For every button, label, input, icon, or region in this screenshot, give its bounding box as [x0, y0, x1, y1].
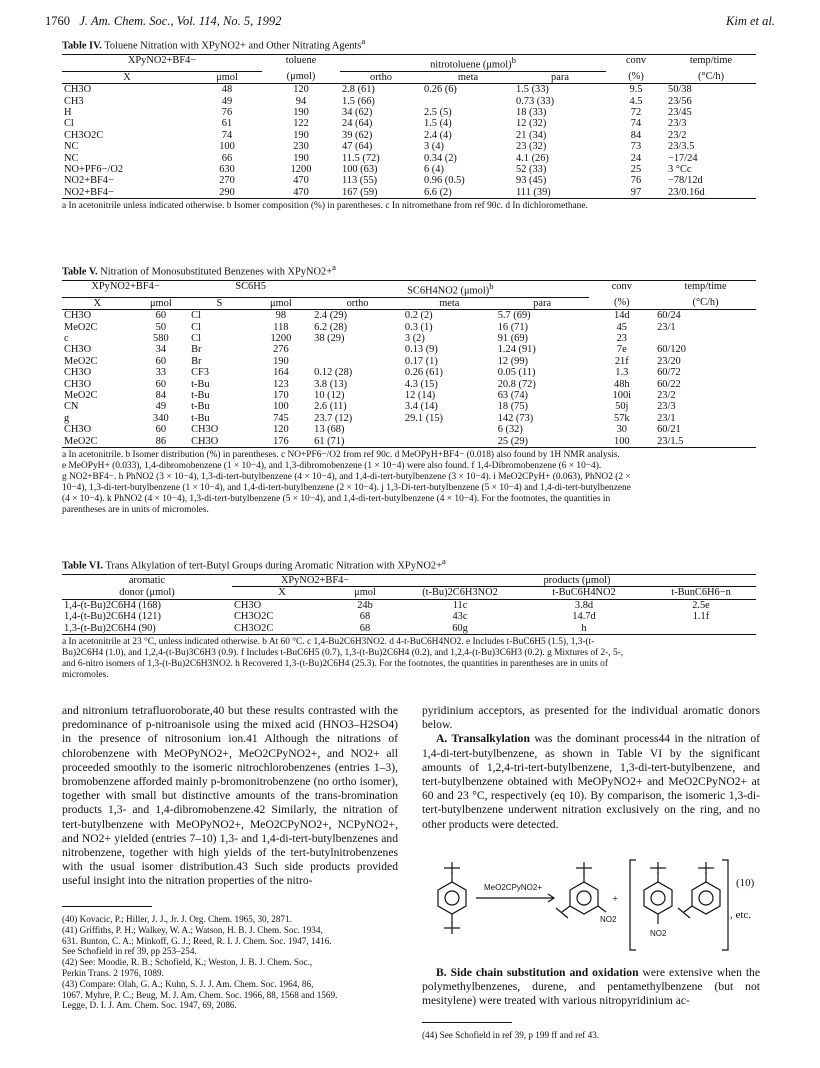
- table-cell: 7e: [616, 344, 627, 356]
- table-cell: 1.5 (33): [516, 84, 549, 96]
- table-cell: 97: [606, 187, 666, 199]
- table-cell: 0.73 (33): [516, 95, 555, 107]
- table-cell: 290: [192, 187, 262, 199]
- table-cell: −78/12d: [668, 175, 703, 187]
- table-cell: CF3: [191, 367, 209, 379]
- table-cell: 3 (4): [424, 141, 444, 153]
- col-temp: temp/time: [666, 54, 756, 71]
- table-cell: 13 (68): [314, 424, 345, 436]
- table-row: [62, 153, 756, 164]
- col-x: X: [62, 71, 192, 83]
- table-cell: 74: [630, 118, 642, 130]
- col-meta: meta: [422, 71, 514, 83]
- table-cell: H: [64, 106, 72, 118]
- table-cell: 270: [219, 175, 235, 187]
- table-cell: MeO2C: [64, 390, 98, 401]
- table-cell: 340: [153, 412, 169, 424]
- table-cell: [312, 344, 403, 355]
- benzene-ring-bracket-2: [692, 882, 720, 914]
- table-cell: CH3O: [234, 599, 262, 611]
- col-substrate: SC6H5: [189, 280, 312, 297]
- table-cell: 23/56: [668, 95, 692, 107]
- table-row: [62, 379, 756, 390]
- table-cell: NO+PF6−/O2: [64, 164, 124, 175]
- table-cell: 3 °Cc: [668, 164, 692, 175]
- table-cell: 1.5 (66): [342, 95, 375, 107]
- table-row: [62, 367, 756, 378]
- col-conv: conv: [589, 280, 656, 297]
- table-cell: 21 (34): [516, 129, 547, 141]
- table-cell: 93 (45): [516, 175, 547, 187]
- table-cell: 230: [293, 141, 309, 153]
- table-cell: CH3: [64, 95, 84, 107]
- table-cell: CH3O: [64, 424, 92, 436]
- table-cell: 2.4 (4): [424, 129, 452, 141]
- table-cell: 170: [273, 390, 289, 401]
- table-cell: 276: [273, 344, 289, 356]
- table-cell: 2.4 (29): [314, 310, 348, 322]
- table-cell: CH3O: [64, 344, 92, 356]
- table-cell: 60/21: [657, 424, 681, 436]
- table-cell: NO2+BF4−: [62, 187, 192, 199]
- table-cell: [646, 623, 756, 635]
- table-cell: 123: [273, 378, 289, 390]
- left-column: [62, 704, 398, 889]
- table-cell: 4.3 (15): [404, 378, 438, 390]
- table-cell: 60: [155, 424, 167, 436]
- table-cell: 34: [155, 344, 167, 356]
- table-row: [62, 96, 756, 107]
- table-cell: CH3O: [189, 436, 250, 448]
- references: (40) Kovacic, P.; Hiller, J. J., Jr. J. Org. Chem. 1965, 30, 2871. (41) Griffiths, P. H.; Walkey, W. A.; Watson, H. B. J. Chem. Soc. 1934, 631. Bunton, C. A.; Minkoff, G. J.; Reed, R. I. J. Chem. Soc. 1947, 1416. See Schofield in ref 39, pp 253–254. (42) See: Moodie, R. B.; Schofield, K.; Weston, J. B. J. Chem. Soc., Perkin Trans. 2 1976, 1089. (43) Compare: Olah, G. A.; Kuhn, S. J. J. Am. Chem. Soc. 1964, 86, 1067. Myhre, P. C.; Beug, M. J. Am. Chem. Soc. 1966, 88, 1568 and 1569. Legge, D. I. J. Am. Chem. Soc. 1947, 69, 2086.: [62, 914, 338, 1011]
- table-row: [62, 130, 756, 141]
- table-cell: Cl: [191, 310, 201, 322]
- table-cell: NO2+BF4−: [64, 175, 114, 187]
- table-v-grid: XPyNO2+BF4− SC6H5 SC6H4NO2 $(\mu mol)^b$ conv temp/time X μmol S μmol ortho meta para (%) (°C/h) CH3O 60 Cl 98 2.4 (29) 0.2 (2) 5.7 (69) 14d 60/24 MeO2C 50 Cl 118 6.2 (28) 0.3 (1) 16 (71) 45 23/1 c 580 Cl 1200 38 (29) 3 (2) 91 (69) 23 CH3O 34 Br 276 0.13 (9) 1.24 (91) 7e 60/120 MeO2C 60 Br 190 0.17 (1) 12 (99) 21f 23/20 CH3O 33 CF3 164 0.12 (28) 0.26 (61) 0.05 (11) 1.3 60/72 CH3O 60 t-Bu 123 3.8 (13) 4.3 (15) 20.8 (72) 48h 60/22 MeO2C 84 t-Bu 170 10 (12) 12 (14) 63 (74) 100i 23/2 CN 49 t-Bu 100 2.6 (11) 3.4 (14) 18 (75) 50j 23/3 g 340 t-Bu 745 23.7 (12) 29.1 (15) 142 (73) 57k 23/1 CH3O 60 CH3O 120 13 (68) 6 (32) 30 60/21 MeO2C 86 CH3O 176 61 (71) 25 (29) 100 23/1.5: [62, 280, 756, 448]
- table-cell: 94: [295, 95, 307, 107]
- table-cell: 23/3: [657, 401, 676, 413]
- table-cell: 49: [221, 95, 233, 107]
- table-row: [62, 390, 756, 401]
- table-cell: 24 (64): [342, 118, 373, 130]
- table-cell: 0.12 (28): [314, 367, 353, 379]
- table-cell: 1.24 (91): [497, 344, 536, 356]
- table-cell: 60/22: [657, 378, 681, 390]
- table-cell: 470: [293, 175, 309, 187]
- table-row: [62, 118, 756, 129]
- table-v-caption: Table V. Nitration of Monosubstituted Benzenes with XPyNO2+$^a$: [62, 262, 336, 278]
- table-cell: 100: [589, 436, 656, 448]
- table-row: [62, 599, 756, 611]
- table-cell: 29.1 (15): [404, 412, 444, 424]
- table-cell: 60/72: [657, 367, 681, 379]
- table-cell: 23/1: [657, 412, 676, 424]
- table-row: [62, 333, 756, 344]
- table-iv-caption: Table IV. Toluene Nitration with XPyNO2+ and Other Nitrating Agents$^a$: [62, 36, 366, 52]
- table-cell: 72: [630, 106, 642, 118]
- table-row: [62, 611, 756, 622]
- table-cell: 5.7 (69): [497, 310, 531, 322]
- table-cell: 14.7d: [572, 611, 596, 623]
- table-cell: 23/45: [668, 106, 692, 118]
- table-cell: 580: [153, 332, 169, 344]
- table-cell: CH3O: [64, 84, 92, 96]
- table-cell: t-Bu: [191, 390, 210, 401]
- table-cell: t-Bu: [191, 412, 210, 424]
- table-cell: 76: [221, 106, 233, 118]
- table-cell: g: [64, 412, 70, 424]
- table-cell: [403, 424, 496, 435]
- header-left: [45, 14, 281, 29]
- journal-citation: J. Am. Chem. Soc., Vol. 114, No. 5, 1992: [79, 14, 282, 28]
- table-vi-caption: Table VI. Trans Alkylation of tert-Butyl Groups during Aromatic Nitration with XPyNO2+$^a$: [62, 556, 446, 572]
- table-cell: 6.6 (2): [422, 187, 514, 199]
- table-row: [62, 436, 756, 448]
- table-cell: 48h: [614, 378, 630, 390]
- table-cell: 10 (12): [314, 390, 345, 401]
- table-cell: 23/20: [657, 355, 681, 367]
- table-cell: 98: [275, 310, 287, 322]
- table-cell: 74: [221, 129, 233, 141]
- table-cell: 6 (4): [424, 164, 444, 175]
- table-cell: −17/24: [668, 152, 698, 164]
- table-cell: CH3O: [64, 378, 92, 390]
- table-cell: 1,4-(t-Bu)2C6H4 (121): [64, 611, 161, 623]
- table-cell: 9.5: [629, 84, 643, 96]
- table-cell: CH3O2C: [234, 611, 274, 623]
- table-iv: [62, 36, 756, 212]
- table-cell: 2.5e: [692, 599, 710, 611]
- table-cell: 84: [155, 390, 167, 401]
- table-v-footnotes: a In acetonitrile. b Isomer distribution (%) in parentheses. c NO+PF6−/O2 from ref 90c. d MeOPyH+BF4− (0.018) also found by 1H NMR analysis. e MeOPyH+ (0.033), 1,4-dibromobenzene (1 × 10−4), and 1,3-dibromobenzene (1 × 10−4) were also found. f 1,4-Dibromobenzene (6 × 10−4). g NO2+BF4−. h PhNO2 (3 × 10−4), 1,3-di-tert-butylbenzene (4 × 10−4), and 1,4-di-tert-butylbenzene (3 × 10−4). i MeO2CPyH+ (0.063), PhNO2 (2 × 10−4), 1,3-di-tert-butylbenzene (1 × 10−4), and 1,4-di-tert-butylbenzene (2 × 10−4). j 1,3-Di-tert-butylbenzene (5 × 10−4) and 1,4-di-tert-butylbenzene (4 × 10−4). k PhNO2 (4 × 10−4), 1,3-di-tert-butylbenzene (5 × 10−4), and 1,4-di-tert-butylbenzene (4 × 10−4). For the footnotes, the quantities in parentheses are in units of micromoles.: [62, 450, 631, 516]
- table-cell: 176: [250, 436, 313, 448]
- table-cell: 25 (29): [496, 436, 589, 448]
- table-cell: 6 (32): [497, 424, 523, 436]
- table-cell: 1200: [290, 164, 312, 175]
- table-cell: 11.5 (72): [342, 152, 380, 164]
- table-cell: 60: [155, 310, 167, 322]
- col-ortho: ortho: [340, 71, 422, 83]
- col-toluene: toluene: [262, 54, 340, 71]
- table-cell: 23/1.5: [655, 436, 756, 448]
- table-cell: 18 (75): [497, 401, 529, 413]
- scheme-no2-a: NO2: [600, 915, 617, 924]
- table-vi: [62, 556, 756, 681]
- table-cell: 120: [293, 84, 309, 96]
- table-cell: 11c: [452, 599, 468, 611]
- table-cell: 12 (99): [497, 355, 529, 367]
- footnote-rule: [62, 906, 152, 907]
- table-cell: 3.4 (14): [404, 401, 438, 413]
- table-cell: 23.7 (12): [314, 412, 353, 424]
- table-cell: 118: [273, 321, 289, 333]
- table-cell: CH3O2C: [232, 623, 332, 635]
- table-cell: 63 (74): [497, 390, 529, 401]
- table-cell: 100i: [612, 390, 632, 401]
- table-cell: 12 (14): [404, 390, 436, 401]
- table-cell: 0.17 (1): [404, 355, 438, 367]
- table-cell: 3.8d: [574, 599, 594, 611]
- table-cell: 120: [273, 424, 289, 436]
- table-cell: CH3O: [191, 424, 219, 436]
- table-cell: 1,3-(t-Bu)2C6H4 (90): [62, 623, 232, 635]
- table-cell: 23/3: [668, 118, 687, 130]
- table-cell: 0.96 (0.5): [424, 175, 465, 187]
- table-cell: 2.8 (61): [342, 84, 375, 96]
- table-cell: 100: [219, 141, 235, 153]
- col-reagent: XPyNO2+BF4−: [62, 280, 189, 297]
- section-a: A. Transalkylation was the dominant process44 in the nitration of 1,4-di-tert-butylbenzene, as shown in Table VI by the significant amounts of 1,2,4-tri-tert-butylbenzene, 1,3-di-tert-butylbenzene, and tert-butylbenzene obtained with MeOPyNO2+ and MeO2CPyNO2+ at 60 and 23 °C, respectively (eq 10). By comparison, the isomeric 1,3-di-tert-butylbenzene underwent nitration exclusively on the ring, and no other products were detected.: [422, 732, 760, 831]
- table-cell: 84: [630, 129, 642, 141]
- table-cell: 57k: [614, 412, 630, 424]
- table-cell: 0.3 (1): [404, 321, 433, 333]
- table-row: [62, 401, 756, 412]
- table-cell: CN: [64, 401, 79, 413]
- table-cell: 4.1 (26): [516, 152, 549, 164]
- table-cell: 1200: [270, 332, 292, 344]
- table-cell: 73: [630, 141, 642, 153]
- table-cell: 21f: [614, 355, 629, 367]
- table-cell: 190: [273, 355, 289, 367]
- benzene-ring-reactant: [438, 882, 466, 914]
- body-paragraph: and nitronium tetrafluoroborate,40 but these results contrasted with the predominance of p-nitroanisole using the mixed acid (HNO3–H2SO4) in the presence of nitrosonium ion.41 Although the nitrations of chlorobenzene with MeOPyNO2+, MeO2CPyNO2+, and NO2+ all proceeded smoothly to the isomeric nitrochlorobenzenes (entries 1–3), bromobenzene afforded mainly p-bromonitrobenzene (no ortho isomer), together with small but distinctive amounts of the trans-bromination products 1,3- and 1,4-dibromobenzene.42 Similarly, the nitration of tert-butylbenzene with MeOPyNO2+, MeO2CPyNO2+, NCPyNO2+, and NO2+ yielded (entries 7–10) 1,3- and 1,4-di-tert-butylbenzenes and nitrobenzene, together with high yields of the tert-butylnitrobenzenes with the usual isomer distribution.43 Such side products provided useful insight into the nitration properties of the nitro-: [62, 704, 398, 888]
- table-row: [62, 187, 756, 199]
- scheme-etc: , etc.: [730, 909, 752, 921]
- table-row: [62, 623, 756, 635]
- table-cell: 60/24: [657, 310, 681, 322]
- col-para: para: [514, 71, 606, 83]
- table-row: [62, 310, 756, 322]
- table-cell: 60: [155, 378, 167, 390]
- table-row: [62, 344, 756, 355]
- table-cell: 68: [359, 611, 371, 623]
- table-cell: 1.5 (4): [424, 118, 452, 130]
- table-cell: [312, 356, 403, 367]
- reaction-scheme-eq10: [422, 846, 762, 958]
- table-cell: CH3O: [64, 310, 92, 322]
- col-reagent: XPyNO2+BF4−: [62, 54, 262, 71]
- table-cell: 23 (32): [516, 141, 547, 153]
- table-cell: 66: [221, 152, 233, 164]
- table-cell: 52 (33): [516, 164, 547, 175]
- table-cell: [422, 96, 514, 107]
- table-cell: 76: [630, 175, 642, 187]
- table-cell: NC: [64, 152, 79, 164]
- table-cell: 3.8 (13): [314, 378, 348, 390]
- table-cell: MeO2C: [64, 355, 98, 367]
- table-cell: 16 (71): [497, 321, 529, 333]
- table-cell: 0.13 (9): [404, 344, 438, 356]
- table-cell: 23/2: [657, 390, 676, 401]
- table-cell: 23/3.5: [668, 141, 695, 153]
- table-cell: 142 (73): [497, 412, 534, 424]
- table-cell: Cl: [191, 321, 201, 333]
- table-cell: 113 (55): [342, 175, 378, 187]
- table-cell: 20.8 (72): [497, 378, 536, 390]
- table-cell: 50/38: [668, 84, 692, 96]
- table-cell: 34 (62): [342, 106, 373, 118]
- table-cell: 0.2 (2): [404, 310, 433, 322]
- table-cell: 122: [293, 118, 309, 130]
- table-cell: 23/2: [668, 129, 687, 141]
- table-cell: 39 (62): [342, 129, 373, 141]
- table-cell: 47 (64): [342, 141, 373, 153]
- benzene-ring-product: [570, 882, 598, 914]
- table-iv-footnote: a In acetonitrile unless indicated otherwise. b Isomer composition (%) in parentheses. c In nitromethane from ref 90c. d In dichloromethane.: [62, 201, 588, 212]
- table-row: [62, 322, 756, 333]
- table-cell: 0.05 (11): [497, 367, 536, 379]
- footnote-rule-right: [422, 1022, 512, 1023]
- table-cell: 18 (33): [516, 106, 547, 118]
- section-b: B. Side chain substitution and oxidation were extensive when the polymethylbenzenes, durene, and pentamethylbenzene (but not mesitylene) were treated with various nitropyridinium ac-: [422, 966, 760, 1008]
- author-names: Kim et al.: [726, 14, 775, 28]
- table-cell: CH3O2C: [64, 129, 104, 141]
- scheme-plus: +: [612, 893, 619, 905]
- table-cell: t-Bu: [191, 401, 210, 413]
- table-cell: 630: [219, 164, 235, 175]
- table-cell: 23: [616, 332, 627, 344]
- table-row: [62, 141, 756, 152]
- table-cell: Br: [191, 355, 202, 367]
- col-products: SC6H4NO2 $(\mu mol)^b$: [312, 280, 588, 297]
- table-cell: 3 (2): [404, 332, 425, 344]
- table-cell: 24: [630, 152, 642, 164]
- table-row: [62, 413, 756, 424]
- col-umol: μmol: [192, 71, 262, 83]
- table-cell: MeO2C: [64, 321, 98, 333]
- table-cell: t-Bu: [191, 378, 210, 390]
- table-cell: 30: [616, 424, 627, 436]
- table-vi-grid: aromatic XPyNO2+BF4− products (μmol) donor (μmol) X μmol (t-Bu)2C6H3NO2 t-BuC6H4NO2 t-BunC6H6−n 1,4-(t-Bu)2C6H4 (168) CH3O 24b 11c 3.8d 2.5e 1,4-(t-Bu)2C6H4 (121) CH3O2C 68 43c 14.7d 1.1f 1,3-(t-Bu)2C6H4 (90) CH3O2C 68 60g h: [62, 574, 756, 635]
- table-cell: 91 (69): [497, 332, 529, 344]
- page-number: 1760: [45, 14, 70, 28]
- table-cell: 4.5: [629, 95, 643, 107]
- table-cell: 61: [221, 118, 233, 130]
- table-cell: 25: [630, 164, 642, 175]
- table-cell: 14d: [614, 310, 630, 322]
- paragraph-1: pyridinium acceptors, as presented for the individual aromatic donors below.: [422, 704, 760, 732]
- table-row: [62, 356, 756, 367]
- table-cell: 48: [221, 84, 233, 96]
- col-temp: temp/time: [655, 280, 756, 297]
- table-cell: 190: [293, 129, 309, 141]
- col-conv: conv: [606, 54, 666, 71]
- table-cell: Cl: [64, 118, 74, 130]
- right-column: [422, 704, 760, 832]
- table-iv-grid: XPyNO2+BF4− toluene nitrotoluene $(\mu mol)^b$ conv temp/time X μmol (μmol) ortho meta para (%) (°C/h) CH3O 48 120 2.8 (61) 0.26 (6) 1.5 (33) 9.5 50/38 CH3 49 94 1.5 (66) 0.73 (33) 4.5 23/56 H 76 190 34 (62) 2.5 (5) 18 (33) 72 23/45 Cl 61 122 24 (64) 1.5 (4) 12 (32) 74 23/3 CH3O2C 74 190 39 (62) 2.4 (4) 21 (34) 84 23/2 NC 100 230 47 (64) 3 (4) 23 (32) 73 23/3.5 NC 66 190 11.5 (72) 0.34 (2) 4.1 (26) 24 −17/24 NO+PF6−/O2 630 1200 100 (63) 6 (4) 52 (33) 25 3 °Cc NO2+BF4− 270 470 113 (55) 0.96 (0.5) 93 (45) 76 −78/12d NO2+BF4− 290 470 167 (59) 6.6 (2) 111 (39) 97 23/0.16d: [62, 54, 756, 199]
- table-cell: 100 (63): [342, 164, 378, 175]
- table-cell: 164: [273, 367, 289, 379]
- table-cell: 6.2 (28): [314, 321, 348, 333]
- scheme-reagent: MeO2CPyNO2+: [484, 883, 543, 892]
- table-cell: 1.1f: [692, 611, 710, 623]
- table-cell: 167 (59): [340, 187, 422, 199]
- equation-number: (10): [736, 877, 755, 889]
- table-cell: [403, 436, 496, 448]
- table-cell: Cl: [191, 332, 201, 344]
- table-cell: 50: [155, 321, 167, 333]
- table-cell: 86: [133, 436, 189, 448]
- right-column-lower: [422, 966, 760, 1009]
- table-cell: CH3O: [64, 367, 92, 379]
- table-cell: 23/0.16d: [666, 187, 756, 199]
- table-row: [62, 84, 756, 96]
- table-cell: 60g: [398, 623, 522, 635]
- table-cell: 49: [155, 401, 167, 413]
- table-vi-footnotes: a In acetonitrile at 23 °C, unless indicated otherwise. b At 60 °C. c 1,4-Bu2C6H3NO2. d 4-t-BuC6H4NO2. e Includes t-BuC6H5 (1.5), 1,3-(t- Bu)2C6H4 (1.0), and 1,2,4-(t-Bu)3C6H3 (0.9). f Includes t-BuC6H5 (0.7), 1,3-(t-Bu)2C6H4 (0.2), and 1,2,4-(t-Bu)3C6H3 (0.2). g Mixtures of 2-, 5-, and 6-nitro isomers of 1,3-(t-Bu)2C6H3NO2. h Recovered 1,3-(t-Bu)2C6H4 (25.3). For the footnotes, the quantities in parentheses are in units of micromoles.: [62, 636, 624, 680]
- table-cell: h: [522, 623, 646, 635]
- table-cell: MeO2C: [62, 436, 133, 448]
- table-row: [62, 107, 756, 118]
- table-cell: 100: [273, 401, 289, 413]
- table-cell: 1.3: [615, 367, 629, 379]
- table-row: [62, 424, 756, 435]
- table-cell: 43c: [452, 611, 468, 623]
- table-cell: NC: [64, 141, 79, 153]
- table-cell: 38 (29): [314, 332, 345, 344]
- table-cell: 24b: [357, 599, 373, 611]
- table-cell: 111 (39): [514, 187, 606, 199]
- table-cell: 50j: [615, 401, 629, 413]
- table-cell: 0.26 (61): [404, 367, 444, 379]
- table-cell: 470: [262, 187, 340, 199]
- table-cell: 60/120: [657, 344, 686, 356]
- table-cell: 60: [155, 355, 167, 367]
- table-cell: 0.34 (2): [424, 152, 457, 164]
- table-cell: 1,4-(t-Bu)2C6H4 (168): [64, 599, 161, 611]
- scheme-no2-b: NO2: [650, 929, 667, 938]
- table-v: [62, 262, 756, 516]
- running-header: [45, 14, 775, 32]
- table-cell: Br: [191, 344, 202, 356]
- table-cell: [655, 333, 756, 344]
- table-cell: 61 (71): [312, 436, 403, 448]
- table-cell: 2.5 (5): [424, 106, 452, 118]
- table-row: [62, 175, 756, 186]
- table-cell: 23/1: [657, 321, 676, 333]
- col-nitrotoluene: nitrotoluene $(\mu mol)^b$: [340, 54, 606, 71]
- table-cell: 2.6 (11): [314, 401, 347, 413]
- table-row: [62, 164, 756, 175]
- table-cell: c: [64, 332, 69, 344]
- table-cell: 745: [273, 412, 289, 424]
- reference-44: (44) See Schofield in ref 39, p 199 ff and ref 43.: [422, 1030, 600, 1040]
- table-cell: 12 (32): [516, 118, 547, 130]
- table-cell: 33: [155, 367, 167, 379]
- table-cell: 68: [332, 623, 398, 635]
- table-cell: 190: [293, 106, 309, 118]
- table-cell: 0.26 (6): [424, 84, 457, 96]
- benzene-ring-bracket-1: [644, 882, 672, 914]
- table-cell: 190: [293, 152, 309, 164]
- table-cell: 45: [616, 321, 627, 333]
